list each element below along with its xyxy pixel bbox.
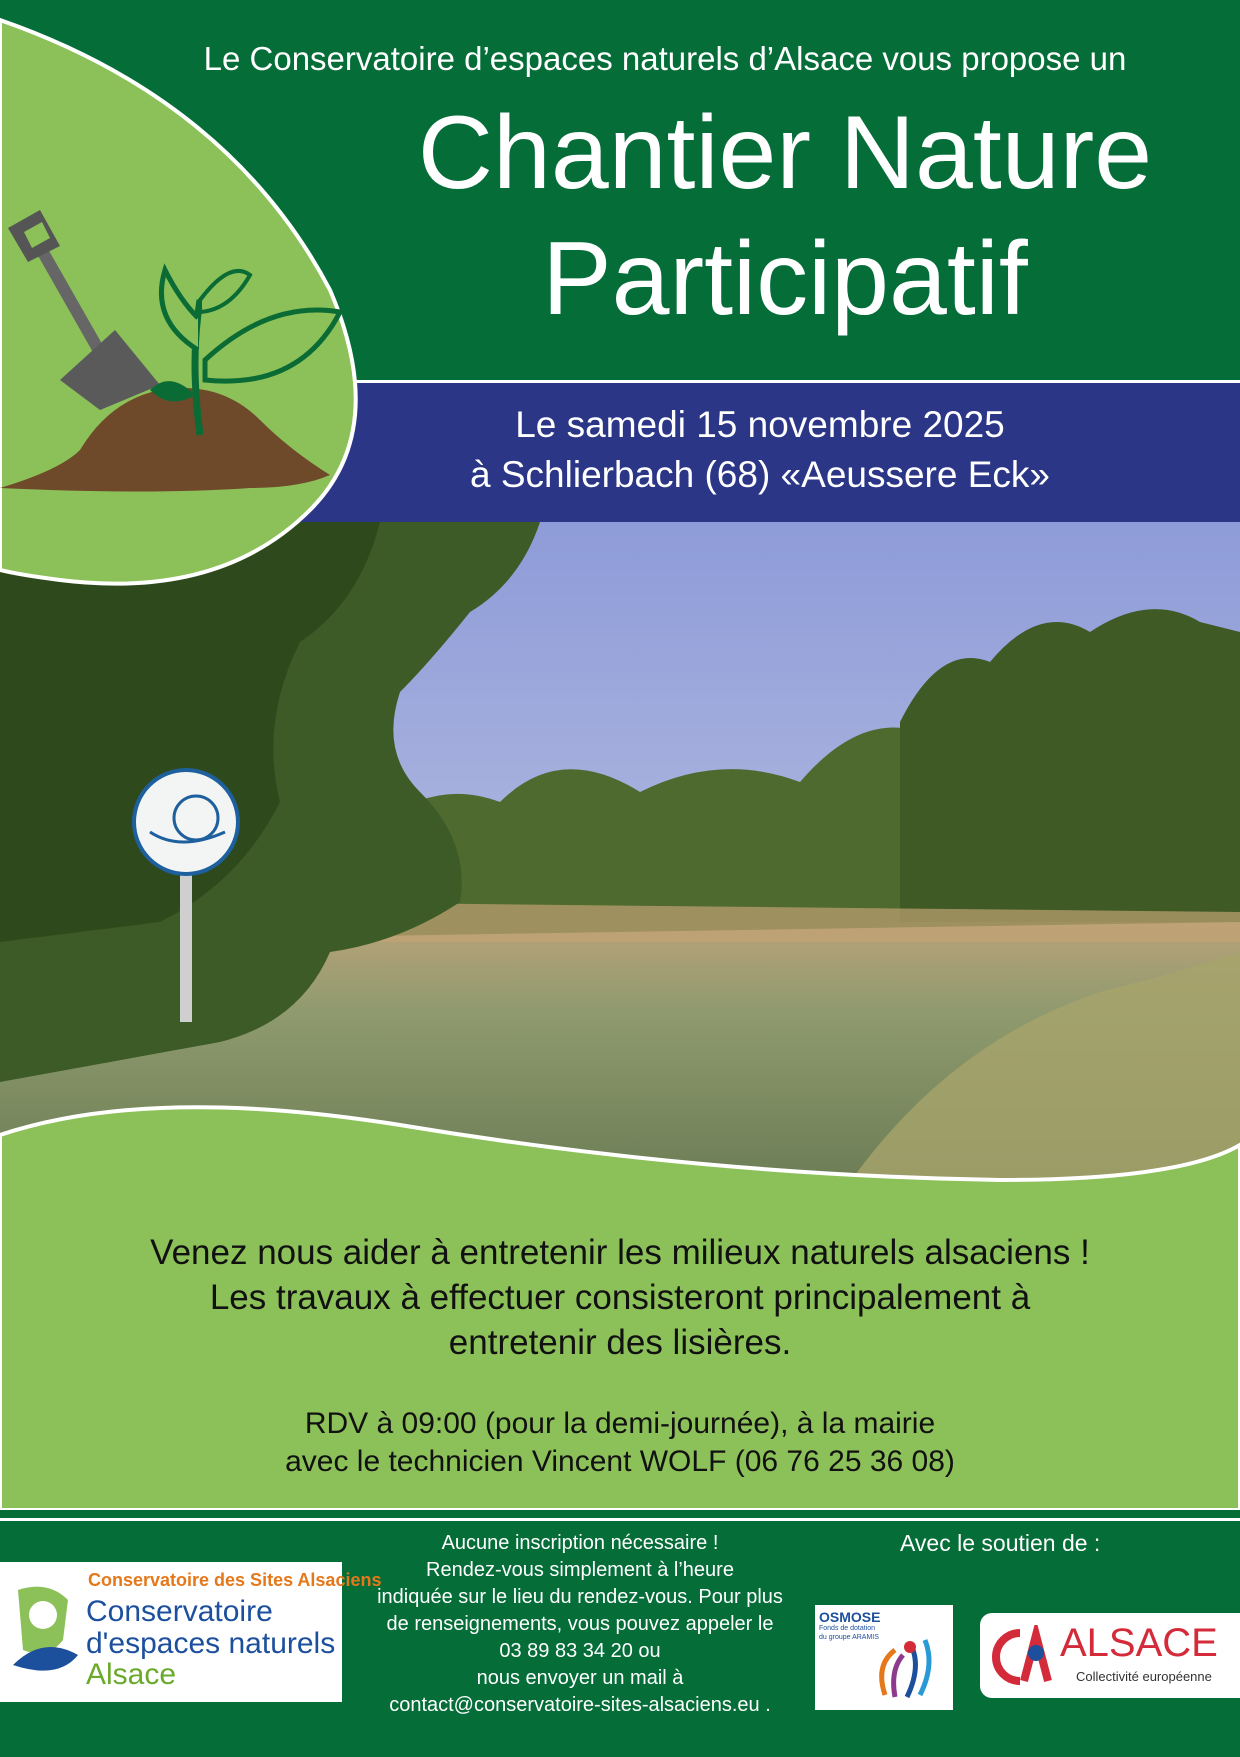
info-line: de renseignements, vous pouvez appeler le — [386, 1613, 774, 1635]
cen-emblem-icon — [8, 1580, 80, 1680]
osmose-logo — [815, 1605, 953, 1710]
info-line: Aucune inscription nécessaire ! — [441, 1532, 719, 1554]
meadow-photo — [0, 522, 1240, 1182]
cen-logo-line-3: Alsace — [86, 1658, 177, 1691]
alsace-name: ALSACE — [1060, 1621, 1218, 1665]
event-date: Le samedi 15 novembre 2025 — [515, 404, 1005, 445]
description-line-3: entretenir des lisières. — [448, 1323, 792, 1362]
description-line-2: Les travaux à effectuer consisteront principalement à — [209, 1278, 1031, 1317]
shovel-plant-illustration — [0, 0, 370, 590]
alsace-sub: Collectivité européenne — [1076, 1669, 1212, 1684]
osmose-name: OSMOSE — [819, 1609, 881, 1625]
registration-info — [340, 1530, 820, 1719]
cen-logo-line-2: d'espaces naturels — [86, 1627, 336, 1660]
support-label: Avec le soutien de : — [900, 1530, 1101, 1556]
osmose-figure-icon — [865, 1625, 945, 1705]
osmose-sub-2: du groupe ARAMIS — [819, 1634, 879, 1641]
meeting-contact: avec le technicien Vincent WOLF (06 76 25 36 08) — [285, 1445, 955, 1478]
cen-logo-small-text: Conservatoire des Sites Alsaciens — [88, 1570, 382, 1590]
event-info — [300, 400, 1220, 500]
meeting-info — [0, 1405, 1240, 1481]
alsace-collectivite-logo — [980, 1613, 1240, 1698]
intro-text: Le Conservatoire d’espaces naturels d’Alsace vous propose un — [203, 40, 1127, 77]
page-title — [370, 90, 1200, 342]
title-line-1: Chantier Nature — [417, 95, 1153, 211]
phone-number: 03 89 83 34 20 ou — [499, 1640, 661, 1662]
osmose-sub-1: Fonds de dotation — [819, 1625, 876, 1632]
event-place: à Schlierbach (68) «Aeussere Eck» — [470, 454, 1050, 495]
description-line-1: Venez nous aider à entretenir les milieux naturels alsaciens ! — [150, 1233, 1090, 1272]
meeting-time: RDV à 09:00 (pour la demi-journée), à la mairie — [304, 1407, 936, 1440]
info-line: nous envoyer un mail à — [476, 1667, 684, 1689]
cen-logo-line-1: Conservatoire — [86, 1595, 273, 1628]
alsace-emblem-icon — [990, 1625, 1054, 1685]
info-line: indiquée sur le lieu du rendez-vous. Pour plus — [377, 1586, 783, 1608]
info-line: Rendez-vous simplement à l’heure — [426, 1559, 734, 1581]
email-address: contact@conservatoire-sites-alsaciens.eu . — [389, 1694, 771, 1716]
title-line-2: Participatif — [542, 221, 1028, 337]
description — [0, 1230, 1240, 1365]
